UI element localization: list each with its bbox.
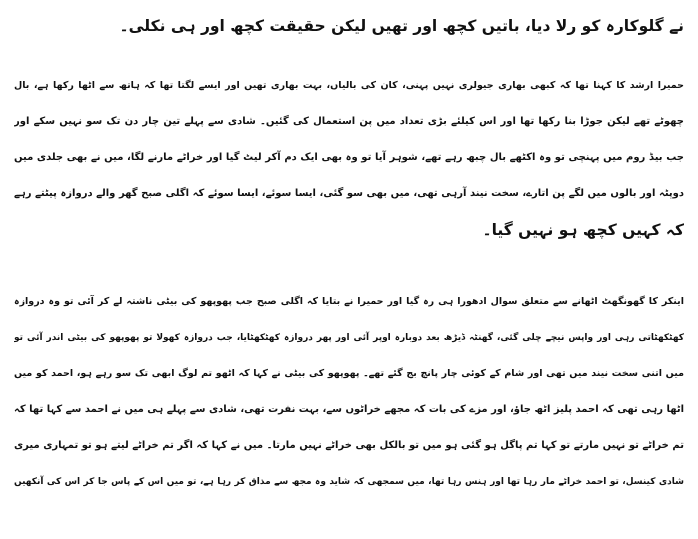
text-line: دوپٹہ اور بالوں میں لگے پن اتارے، سخت نیند آرہی تھی، میں بھی سو گئی، ایسا سوئے، ایسا سوئے کہ اگلی صبح گھر والے دروازہ پیٹتے رہے — [14, 188, 684, 199]
text-line: چھوٹے تھے لیکن جوڑا بنا رکھا تھا اور اس کیلئے بڑی تعداد میں پن استعمال کی گئیں۔ شادی سے پہلے تین چار دن تک سو نہیں سکے اور — [14, 116, 684, 127]
text-line: کھٹکھٹاتی رہی اور واپس نیچے چلی گئی، گھنٹہ ڈیڑھ بعد دوبارہ اوپر آئی اور پھر دروازہ کھٹکھٹایا، جب دروازہ کھولا تو پھوپھو کی بیٹی اندر آئی تو — [14, 333, 684, 343]
text-line: نے گلوکارہ کو رلا دیا، باتیں کچھ اور تھیں لیکن حقیقت کچھ اور ہی نکلی۔ — [119, 17, 684, 35]
paragraph-intro — [14, 8, 684, 44]
text-line: تم خراٹے تو نہیں مارتے تو کہا تم پاگل ہو گئی ہو میں تو بالکل بھی خراٹے نہیں مارتا۔ میں نے کہا کہ اگر تم خراٹے لیتے ہو تو تمہاری میری — [14, 440, 684, 451]
text-line: اٹھا رہی تھی کہ احمد پلیز اٹھ جاؤ، اور مزے کی بات کہ مجھے خراٹوں سے، بہت نفرت تھی، شادی سے پہلے ہی میں نے احمد سے کہا تھا کہ — [14, 404, 684, 415]
text-line: اینکر کا گھونگھٹ اٹھانے سے متعلق سوال ادھورا ہی رہ گیا اور حمیرا نے بتایا کہ اگلی صبح جب پھوپھو کی بیٹی ناشتہ لے کر آئی تو وہ دروازہ — [14, 296, 684, 307]
text-line: شادی کینسل، تو احمد خراٹے مار رہا تھا اور ہنس رہا تھا، میں سمجھی کہ شاید وہ مجھ سے مذاق کر رہا ہے، تو میں اس کے پاس جا کر اس کی آنکھیں — [14, 477, 684, 487]
paragraph-heavy-jewelry — [14, 68, 684, 248]
text-line: کہ کہیں کچھ ہو نہیں گیا۔ — [482, 221, 684, 239]
text-line: میں اتنی سخت نیند میں تھی اور شام کے کوئی چار پانچ بج گئے تھے۔ پھوپھو کی بیٹی نے کہا کہ اٹھو تم لوگ ابھی تک سو رہے ہو، احمد کو میں — [14, 368, 684, 379]
text-line: حمیرا ارشد کا کہنا تھا کہ کبھی بھاری جیولری نہیں پہنی، کان کی بالیاں، بہت بھاری تھیں اور ایسے لگتا تھا کہ ہاتھ سے اٹھا رکھا ہے، بال — [14, 80, 684, 91]
text-line: جب بیڈ روم میں پہنچی تو وہ اکٹھے بال چبھ رہے تھے، شوہر آیا تو وہ بھی ایک دم آکر لیٹ گیا اور خراٹے مارنے لگا، میں نے بھی جلدی میں — [14, 152, 684, 163]
paragraph-next-morning — [14, 284, 684, 500]
